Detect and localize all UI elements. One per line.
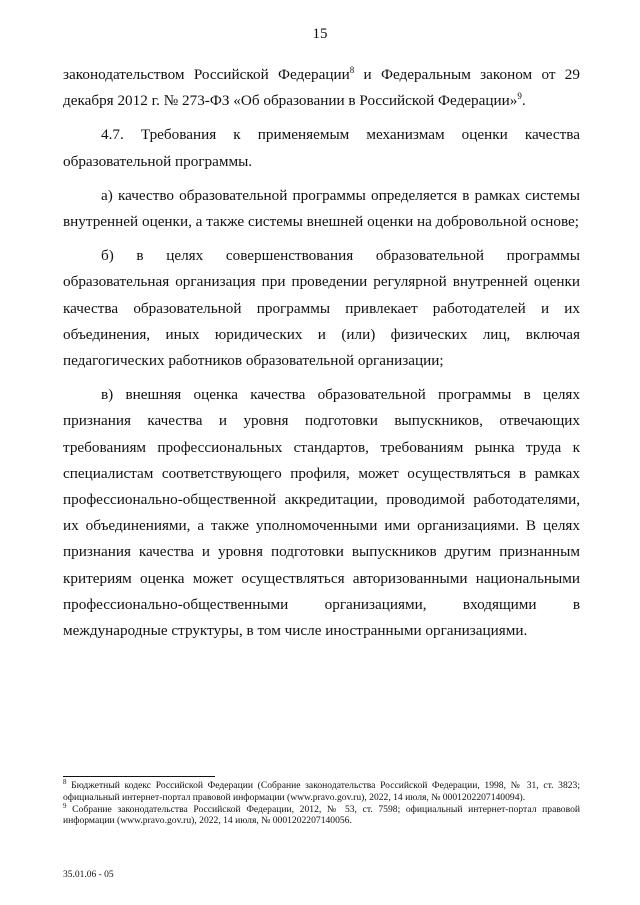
document-code: 35.01.06 - 05 xyxy=(63,870,114,880)
footnote-separator xyxy=(63,776,215,777)
footnotes xyxy=(63,780,580,827)
footnote-ref[interactable]: 9 xyxy=(517,91,522,102)
paragraph-text: и Федеральным законом от 29 декабря 2012 г. № 273-ФЗ «Об образовании в Российской Федерации» xyxy=(63,66,580,110)
footnote-8 xyxy=(63,780,580,804)
paragraph-text: законодательством Российской Федерации xyxy=(63,66,350,83)
footnote-mark: 9 xyxy=(63,801,67,810)
paragraph-item-a: а) качество образовательной программы определяется в рамках системы внутренней оценки, а также системы внешней оценки на добровольной основе; xyxy=(63,186,580,231)
page-number: 15 xyxy=(312,26,328,42)
paragraph-continuation xyxy=(63,62,580,114)
footnote-ref[interactable]: 8 xyxy=(349,65,355,75)
footnote-mark: 8 xyxy=(63,778,67,786)
paragraph-item-v: в) внешняя оценка качества образовательной программы в целях признания качества и уровня подготовки выпускников, отвечающих требованиям профессиональных стандартов, требованиям рынка труда к специалистам соответствующего профиля, может осуществляться в рамках профессионально-общественной аккредитации, проводимой работодателями, их объединениями, а также уполномоченными ими организациями. В целях признания качества и уровня подготовки выпускников другим признанным критериям оценка может осуществляться авторизованными национальными профессионально-общественными организациями, входящими в международные структуры, в том числе иностранными организациями. xyxy=(63,386,580,640)
footnote-text: Бюджетный кодекс Российской Федерации (Собрание законодательства Российской Федерации, 1998, № 31, ст. 3823; официальный интернет-портал правовой информации (www.pravo.gov.ru), 2022, 14 июля, № 0001202207140094). xyxy=(63,780,580,803)
footnote-9 xyxy=(63,801,580,828)
paragraph-text: . xyxy=(521,92,526,110)
document-body xyxy=(63,62,580,652)
paragraph-item-b: б) в целях совершенствования образовательной программы образовательная организация при проведении регулярной внутренней оценки качества образовательной программы привлекает работодателей и их объединения, иных юридических и (или) физических лиц, включая педагогических работников образовательной организации; xyxy=(63,247,580,370)
footnote-text: Собрание законодательства Российской Федерации, 2012, № 53, ст. 7598; официальный интернет-портал правовой информации (www.pravo.gov.ru), 2022, 14 июля, № 0001202207140056. xyxy=(63,803,580,827)
section-heading-4-7: 4.7. Требования к применяемым механизмам оценки качества образовательной программы. xyxy=(63,126,580,170)
